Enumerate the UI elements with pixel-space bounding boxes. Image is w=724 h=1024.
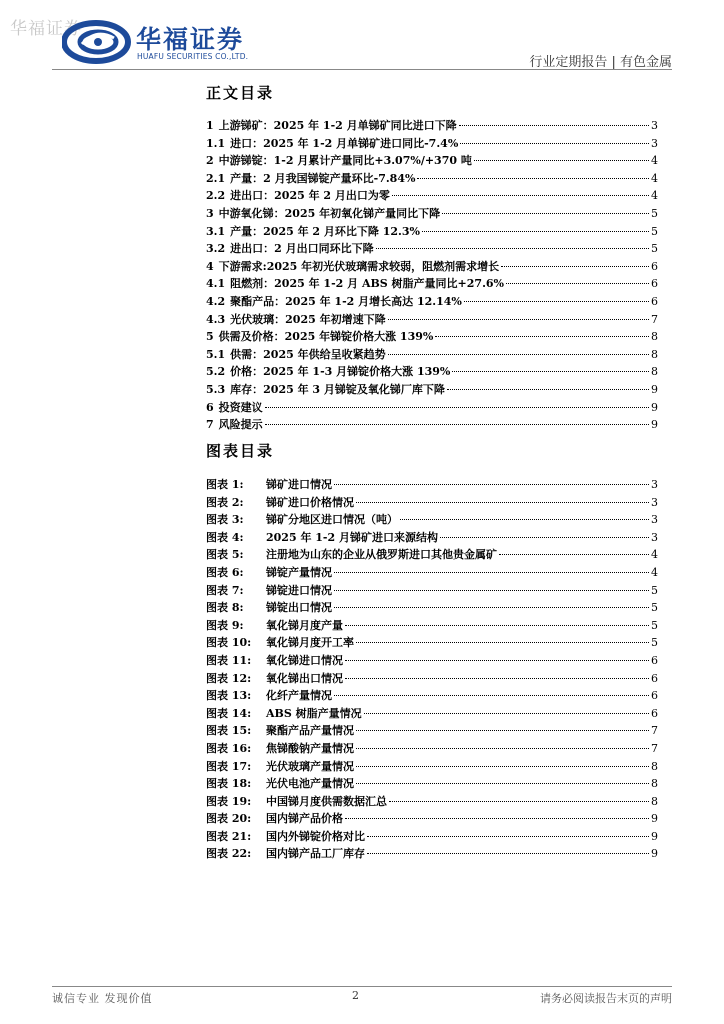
figure-entry[interactable] (206, 722, 658, 740)
dot-leader (506, 283, 649, 284)
header-divider (52, 69, 672, 70)
figure-entry[interactable] (206, 476, 658, 494)
entry-page-number: 4 (651, 171, 658, 185)
dot-leader (356, 642, 649, 643)
toc-entry[interactable] (206, 223, 658, 241)
toc-entry[interactable] (206, 258, 658, 276)
entry-page-number: 8 (651, 794, 658, 808)
dot-leader (364, 713, 649, 714)
logo-chinese-name: 华福证券 (136, 25, 245, 54)
entry-title: 国内外锑锭价格对比 (266, 829, 365, 843)
figure-entry[interactable] (206, 634, 658, 652)
dot-leader (460, 143, 649, 144)
dot-leader (440, 537, 649, 538)
entry-number: 5.3 (206, 382, 226, 396)
toc-entry[interactable] (206, 240, 658, 258)
entry-page-number: 9 (651, 400, 658, 414)
entry-title: 光伏玻璃产量情况 (266, 759, 354, 773)
entry-number: 图表 18: (206, 777, 252, 791)
figure-entry[interactable] (206, 652, 658, 670)
entry-title: 库存：2025 年 3 月锑锭及氧化锑厂库下降 (230, 382, 445, 396)
toc-entry[interactable] (206, 170, 658, 188)
entry-number: 图表 5: (206, 548, 244, 562)
figure-entry[interactable] (206, 740, 658, 758)
toc-entry[interactable] (206, 293, 658, 311)
entry-title: 化纤产量情况 (266, 689, 332, 703)
entry-title: 氧化锑月度产量 (266, 618, 343, 632)
toc-entry[interactable] (206, 381, 658, 399)
dot-leader (334, 607, 649, 608)
entry-title: 锑矿进口价格情况 (266, 495, 354, 509)
dot-leader (356, 748, 649, 749)
entry-title: 光伏电池产量情况 (266, 777, 354, 791)
entry-title: 产量：2 月我国锑锭产量环比-7.84% (230, 171, 416, 185)
entry-title: 中国锑月度供需数据汇总 (266, 794, 387, 808)
entry-title: 氧化锑月度开工率 (266, 636, 354, 650)
entry-page-number: 9 (651, 829, 658, 843)
entry-title: 价格：2025 年 1-3 月锑锭价格大涨 139% (230, 365, 451, 379)
footer-slogan: 诚信专业 发现价值 (52, 992, 153, 1005)
dot-leader (459, 125, 649, 126)
toc-entry[interactable] (206, 328, 658, 346)
toc-entry[interactable] (206, 275, 658, 293)
entry-number: 5 (206, 330, 214, 344)
entry-number: 4.2 (206, 294, 226, 308)
entry-number: 图表 1: (206, 478, 244, 491)
dot-leader (334, 695, 649, 696)
entry-number: 图表 9: (206, 618, 244, 632)
figure-entry[interactable] (206, 494, 658, 512)
entry-number: 5.1 (206, 347, 226, 361)
dot-leader (265, 424, 649, 425)
entry-page-number: 7 (651, 312, 658, 326)
dot-leader (265, 407, 649, 408)
entry-number: 3.1 (206, 224, 226, 238)
dot-leader (464, 301, 649, 302)
dot-leader (367, 853, 649, 854)
entry-page-number: 7 (651, 724, 658, 738)
entry-number: 图表 13: (206, 689, 252, 703)
entry-number: 2.2 (206, 189, 226, 203)
entry-page-number: 6 (651, 294, 658, 308)
toc-entry[interactable] (206, 416, 658, 434)
entry-page-number: 5 (651, 636, 658, 650)
figure-entry[interactable] (206, 687, 658, 705)
entry-title: 供需及价格：2025 年锑锭价格大涨 139% (218, 330, 434, 344)
entry-page-number: 6 (651, 706, 658, 720)
figure-list (206, 476, 658, 863)
entry-title: 国内锑产品工厂库存 (266, 847, 365, 861)
dot-leader (400, 519, 649, 520)
entry-number: 图表 4: (206, 530, 244, 544)
entry-number: 3 (206, 206, 214, 220)
toc-title: 正文目录 (206, 84, 275, 102)
entry-title: 氧化锑出口情况 (266, 671, 343, 685)
entry-page-number: 8 (651, 777, 658, 791)
entry-number: 图表 14: (206, 706, 252, 720)
dot-leader (334, 572, 649, 573)
entry-title: 进口：2025 年 1-2 月单锑矿进口同比-7.4% (230, 136, 459, 150)
logo-swirl-icon (62, 20, 132, 64)
toc-entry[interactable] (206, 117, 658, 135)
entry-number: 1 (206, 119, 214, 132)
entry-page-number: 6 (651, 671, 658, 685)
toc-entry[interactable] (206, 311, 658, 329)
entry-number: 4.3 (206, 312, 226, 326)
toc-entry[interactable] (206, 399, 658, 417)
entry-number: 图表 12: (206, 671, 252, 685)
entry-number: 图表 16: (206, 741, 252, 755)
dot-leader (392, 195, 649, 196)
entry-number: 4.1 (206, 277, 226, 291)
entry-number: 图表 17: (206, 759, 252, 773)
dot-leader (356, 766, 649, 767)
entry-title: 进出口：2025 年 2 月出口为零 (230, 189, 390, 203)
dot-leader (388, 319, 649, 320)
figure-entry[interactable] (206, 828, 658, 846)
dot-leader (389, 801, 649, 802)
entry-number: 图表 20: (206, 812, 252, 826)
dot-leader (452, 371, 649, 372)
figure-entry[interactable] (206, 546, 658, 564)
entry-title: 注册地为山东的企业从俄罗斯进口其他贵金属矿 (266, 548, 497, 562)
toc-entry[interactable] (206, 187, 658, 205)
entry-page-number: 4 (651, 548, 658, 562)
dot-leader (417, 178, 649, 179)
entry-page-number: 5 (651, 618, 658, 632)
entry-page-number: 8 (651, 759, 658, 773)
entry-title: 进出口：2 月出口同环比下降 (230, 242, 374, 256)
figure-list-title: 图表目录 (206, 442, 275, 460)
entry-page-number: 9 (651, 847, 658, 861)
dot-leader (442, 213, 649, 214)
entry-number: 5.2 (206, 365, 226, 379)
dot-leader (345, 678, 649, 679)
entry-title: 投资建议 (218, 400, 263, 414)
figure-entry[interactable] (206, 599, 658, 617)
entry-title: 焦锑酸钠产量情况 (266, 741, 354, 755)
entry-number: 图表 8: (206, 601, 244, 615)
entry-title: 下游需求:2025 年初光伏玻璃需求较弱，阻燃剂需求增长 (218, 259, 500, 273)
entry-number: 7 (206, 418, 214, 432)
entry-page-number: 8 (651, 330, 658, 344)
figure-entry[interactable] (206, 617, 658, 635)
entry-number: 2 (206, 154, 214, 168)
entry-title: 产量：2025 年 2 月环比下降 12.3% (230, 224, 420, 238)
dot-leader (345, 625, 649, 626)
toc-list (206, 117, 658, 434)
figure-entry[interactable] (206, 511, 658, 529)
entry-page-number: 9 (651, 812, 658, 826)
page-number: 2 (352, 989, 359, 1002)
dot-leader (367, 836, 649, 837)
entry-title: 阻燃剂：2025 年 1-2 月 ABS 树脂产量同比+27.6% (230, 277, 505, 291)
figure-entry[interactable] (206, 793, 658, 811)
entry-page-number: 3 (651, 513, 658, 527)
figure-entry[interactable] (206, 845, 658, 863)
entry-page-number: 9 (651, 418, 658, 432)
dot-leader (334, 590, 649, 591)
dot-leader (356, 783, 649, 784)
toc-entry[interactable] (206, 363, 658, 381)
entry-page-number: 3 (651, 136, 658, 150)
entry-number: 图表 10: (206, 636, 252, 650)
entry-title: 光伏玻璃：2025 年初增速下降 (230, 312, 386, 326)
entry-title: 氧化锑进口情况 (266, 653, 343, 667)
entry-number: 1.1 (206, 136, 226, 150)
entry-page-number: 5 (651, 206, 658, 220)
entry-page-number: 9 (651, 382, 658, 396)
dot-leader (422, 231, 649, 232)
watermark-text: 华福证券 (10, 19, 82, 39)
entry-number: 6 (206, 400, 214, 414)
logo-english-name: HUAFU SECURITIES CO.,LTD. (137, 52, 249, 61)
entry-title: 中游氧化锑：2025 年初氧化锑产量同比下降 (218, 206, 441, 220)
dot-leader (388, 354, 649, 355)
entry-title: 聚酯产品产量情况 (266, 724, 354, 738)
entry-page-number: 5 (651, 601, 658, 615)
entry-title: 供需：2025 年供给呈收紧趋势 (230, 347, 386, 361)
entry-number: 4 (206, 259, 214, 273)
entry-title: 锑锭产量情况 (266, 565, 332, 579)
footer-divider (52, 986, 672, 987)
entry-page-number: 4 (651, 189, 658, 203)
dot-leader (356, 502, 649, 503)
entry-title: 上游锑矿：2025 年 1-2 月单锑矿同比进口下降 (218, 119, 457, 132)
report-type-label: 行业定期报告 | 有色金属 (529, 55, 672, 70)
entry-page-number: 3 (651, 495, 658, 509)
entry-number: 图表 19: (206, 794, 252, 808)
figure-entry[interactable] (206, 705, 658, 723)
dot-leader (474, 160, 649, 161)
entry-page-number: 3 (651, 119, 658, 132)
toc-entry[interactable] (206, 346, 658, 364)
entry-title: 锑锭进口情况 (266, 583, 332, 597)
footer-disclaimer: 请务必阅读报告末页的声明 (540, 992, 672, 1005)
entry-title: 锑矿进口情况 (266, 478, 332, 491)
entry-page-number: 7 (651, 741, 658, 755)
entry-number: 2.1 (206, 171, 226, 185)
dot-leader (334, 484, 649, 485)
figure-entry[interactable] (206, 582, 658, 600)
figure-entry[interactable] (206, 758, 658, 776)
entry-page-number: 8 (651, 347, 658, 361)
entry-number: 图表 21: (206, 829, 252, 843)
dot-leader (499, 554, 649, 555)
entry-title: 风险提示 (218, 418, 263, 432)
dot-leader (435, 336, 649, 337)
figure-entry[interactable] (206, 529, 658, 547)
entry-number: 3.2 (206, 242, 226, 256)
entry-page-number: 6 (651, 259, 658, 273)
entry-number: 图表 11: (206, 653, 252, 667)
figure-entry[interactable] (206, 810, 658, 828)
entry-number: 图表 22: (206, 847, 252, 861)
figure-entry[interactable] (206, 775, 658, 793)
dot-leader (345, 660, 649, 661)
entry-page-number: 4 (651, 154, 658, 168)
entry-page-number: 8 (651, 365, 658, 379)
entry-title: 锑矿分地区进口情况（吨） (266, 513, 398, 527)
toc-entry[interactable] (206, 205, 658, 223)
entry-title: 聚酯产品：2025 年 1-2 月增长高达 12.14% (230, 294, 462, 308)
figure-entry[interactable] (206, 670, 658, 688)
entry-number: 图表 3: (206, 513, 244, 527)
toc-entry[interactable] (206, 135, 658, 153)
dot-leader (501, 266, 649, 267)
entry-page-number: 4 (651, 565, 658, 579)
dot-leader (345, 818, 649, 819)
entry-number: 图表 15: (206, 724, 252, 738)
entry-page-number: 3 (651, 530, 658, 544)
entry-title: ABS 树脂产量情况 (266, 706, 362, 720)
entry-page-number: 5 (651, 242, 658, 256)
entry-page-number: 6 (651, 653, 658, 667)
dot-leader (447, 389, 649, 390)
entry-title: 2025 年 1-2 月锑矿进口来源结构 (266, 530, 438, 544)
entry-page-number: 6 (651, 689, 658, 703)
entry-number: 图表 7: (206, 583, 244, 597)
dot-leader (356, 730, 649, 731)
entry-page-number: 5 (651, 224, 658, 238)
company-logo (62, 20, 272, 64)
entry-number: 图表 6: (206, 565, 244, 579)
entry-page-number: 6 (651, 277, 658, 291)
toc-entry[interactable] (206, 152, 658, 170)
dot-leader (376, 248, 649, 249)
entry-title: 锑锭出口情况 (266, 601, 332, 615)
entry-page-number: 3 (651, 478, 658, 491)
figure-entry[interactable] (206, 564, 658, 582)
entry-title: 国内锑产品价格 (266, 812, 343, 826)
entry-page-number: 5 (651, 583, 658, 597)
entry-number: 图表 2: (206, 495, 244, 509)
entry-title: 中游锑锭：1-2 月累计产量同比+3.07%/+370 吨 (218, 154, 472, 168)
